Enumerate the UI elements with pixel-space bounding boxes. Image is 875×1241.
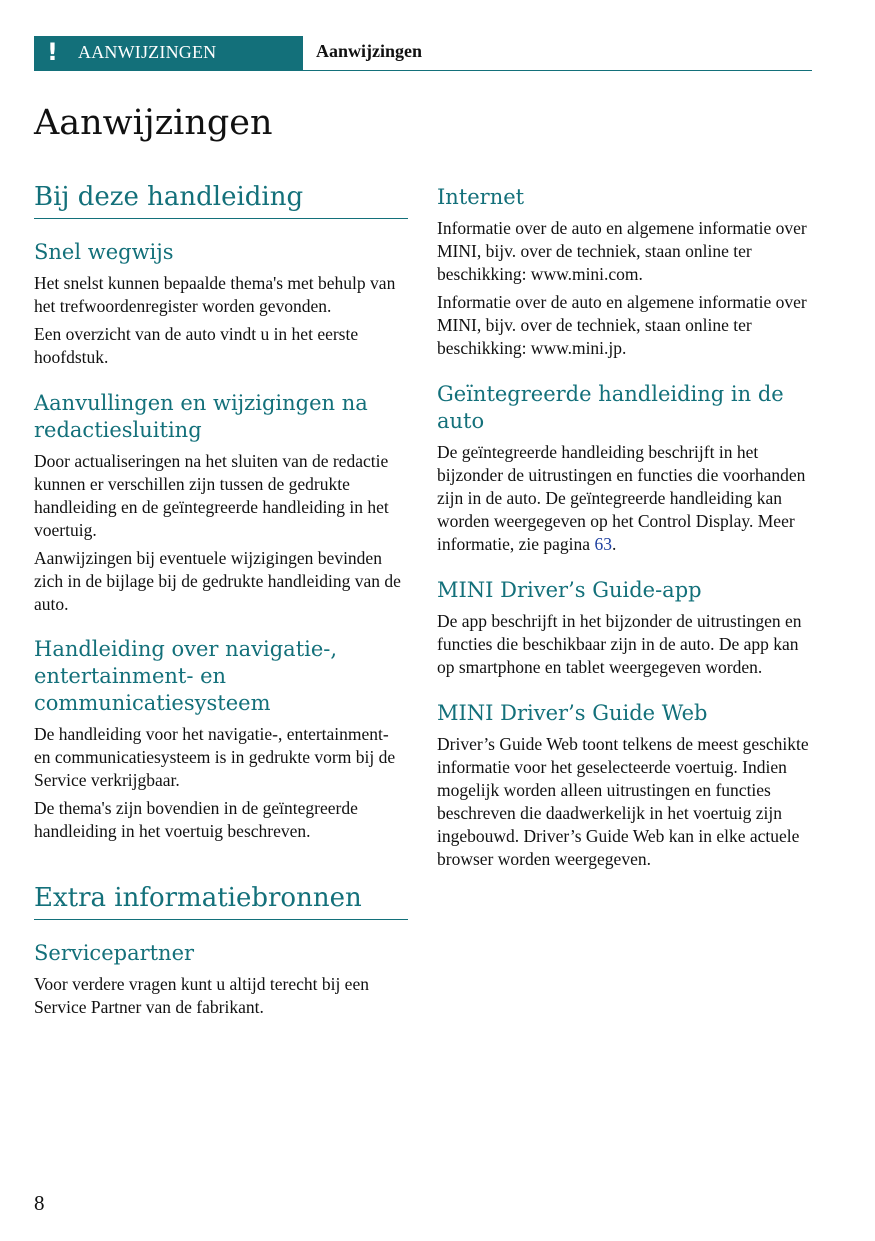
subheading-aanvullingen: Aanvullingen en wijzigingen na redactiesluiting — [34, 391, 368, 442]
paragraph: Door actualiseringen na het sluiten van de redactie kunnen er verschillen zijn tussen de gedrukte handleiding en de geïntegreerde handleiding in het voertuig. — [34, 451, 389, 540]
paragraph: De app beschrijft in het bijzonder de uitrustingen en functies die beschikbaar zijn in de auto. De app kan op smartphone en tablet weergegeven worden. — [437, 611, 802, 677]
subheading-geintegreerde-handleiding: Geïntegreerde handleiding in de auto — [437, 382, 784, 433]
section-title-bij-deze-handleiding: Bij deze handleiding — [34, 182, 408, 219]
exclamation-icon: ! — [47, 38, 58, 66]
page-title: Aanwijzingen — [34, 103, 273, 143]
left-column — [34, 182, 408, 1019]
header-section-tab — [34, 36, 303, 70]
subheading-snel-wegwijs: Snel wegwijs — [34, 240, 174, 264]
paragraph: Driver’s Guide Web toont telkens de meest geschikte informatie voor het geselecteerde voertuig. Indien mogelijk worden alleen uitrustingen en functies beschreven die daadwerkelijk in het voertuig zijn ingebouwd. Driver’s Guide Web kan in elke actuele browser worden weergegeven. — [437, 734, 809, 869]
header-divider — [34, 70, 812, 71]
paragraph: Een overzicht van de auto vindt u in het eerste hoofdstuk. — [34, 324, 359, 367]
page-reference-link[interactable]: 63 — [594, 534, 612, 554]
subheading-drivers-guide-app: MINI Driver’s Guide-app — [437, 578, 702, 602]
header-section-label: AANWIJZINGEN — [78, 42, 217, 62]
page-number: 8 — [34, 1191, 45, 1215]
subheading-handleiding-navigatie: Handleiding over navigatie-, entertainment- en communicatiesysteem — [34, 637, 338, 715]
header-title: Aanwijzingen — [316, 41, 423, 61]
subheading-internet: Internet — [437, 185, 525, 209]
paragraph: De thema's zijn bovendien in de geïntegreerde handleiding in het voertuig beschreven. — [34, 798, 358, 841]
paragraph: Voor verdere vragen kunt u altijd terecht bij een Service Partner van de fabrikant. — [34, 974, 369, 1017]
subheading-servicepartner: Servicepartner — [34, 941, 195, 965]
paragraph: Aanwijzingen bij eventuele wijzigingen bevinden zich in de bijlage bij de gedrukte handleiding van de auto. — [34, 548, 401, 614]
subheading-drivers-guide-web: MINI Driver’s Guide Web — [437, 701, 708, 725]
section-title-extra-informatiebronnen: Extra informatiebronnen — [34, 883, 408, 920]
paragraph-text: De geïntegreerde handleiding beschrijft in het bijzonder de uitrustingen en functies die voorhanden zijn in de auto. De geïntegreerde handleiding kan worden weergegeven op het Control Display. Meer informatie, zie pagina — [437, 442, 806, 554]
paragraph — [437, 441, 813, 556]
paragraph: Informatie over de auto en algemene informatie over MINI, bijv. over de techniek, staan online ter beschikking: www.mini.com. — [437, 218, 807, 284]
paragraph: De handleiding voor het navigatie-, entertainment- en communicatiesysteem is in gedrukte vorm bij de Service verkrijgbaar. — [34, 724, 396, 790]
paragraph-text: . — [611, 534, 617, 554]
right-column — [437, 182, 813, 871]
paragraph: Informatie over de auto en algemene informatie over MINI, bijv. over de techniek, staan online ter beschikking: www.mini.jp. — [437, 292, 807, 358]
paragraph: Het snelst kunnen bepaalde thema's met behulp van het trefwoordenregister worden gevonden. — [34, 273, 396, 316]
